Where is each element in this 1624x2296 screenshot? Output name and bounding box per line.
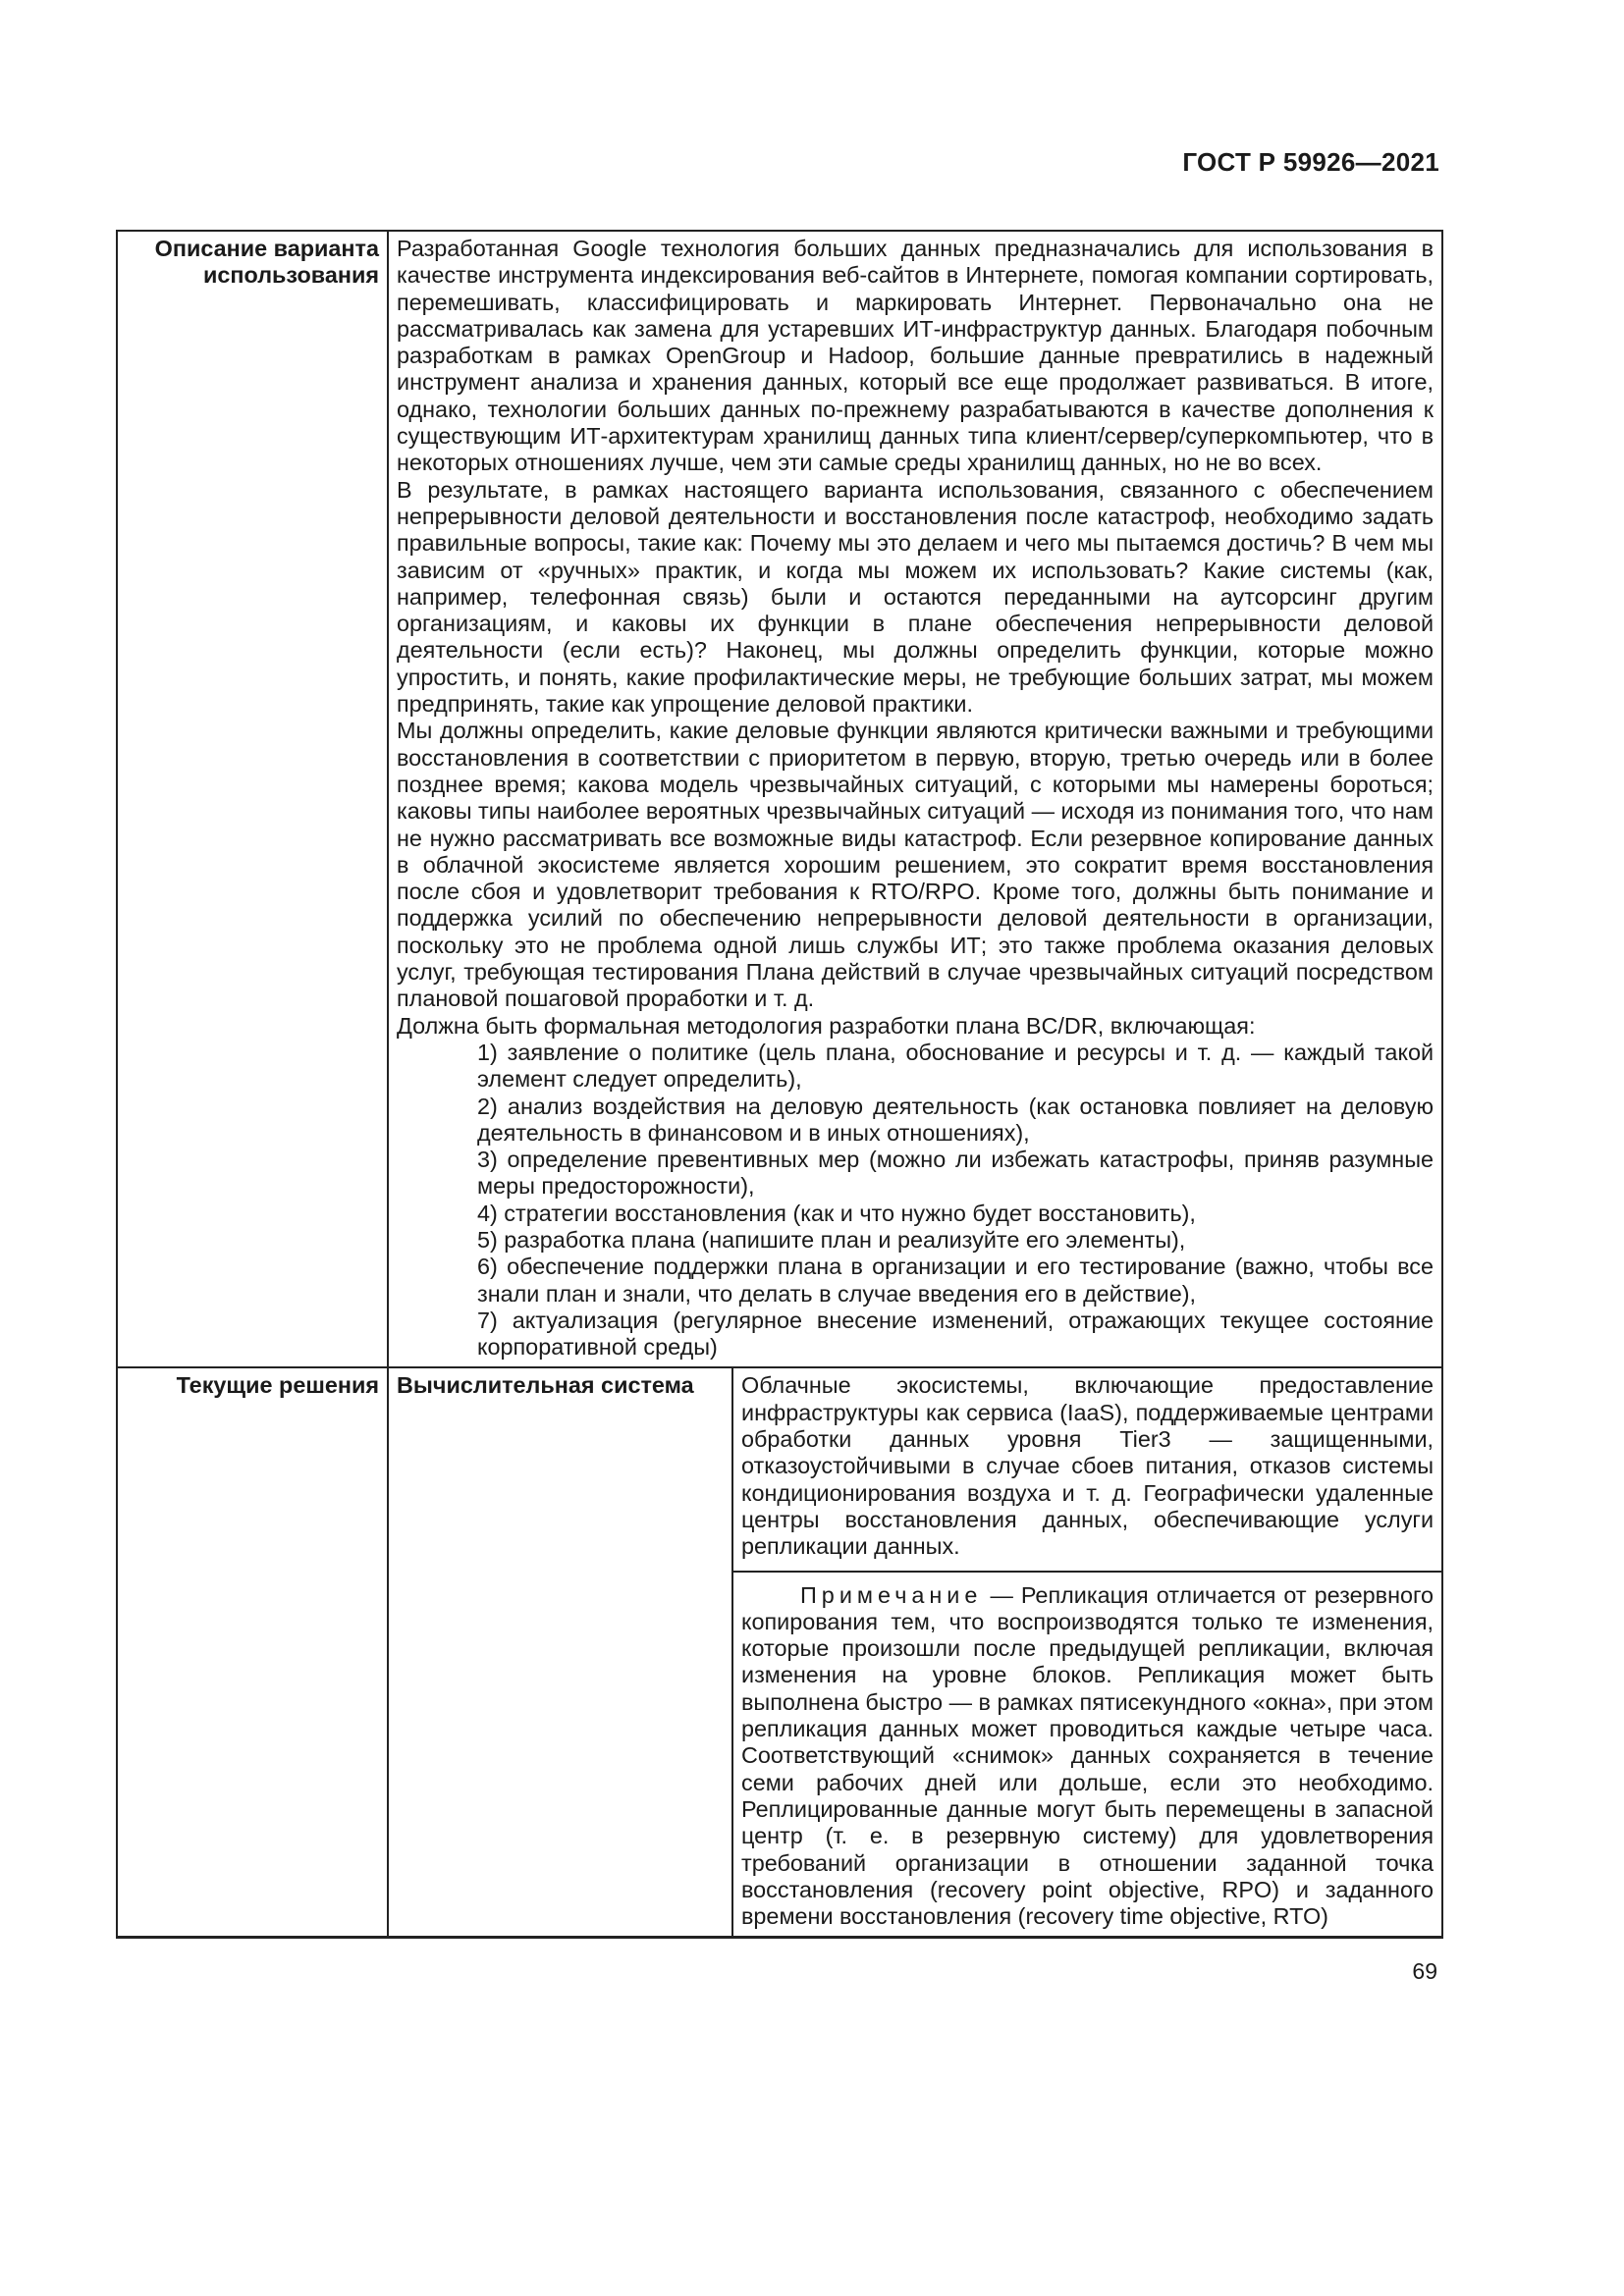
paragraph: В результате, в рамках настоящего варианта использования, связанного с обеспечением непрерывности деловой деятельности и восстановления после катастроф, необходимо задать правильные вопросы, такие как: Почему мы это делаем и чего мы пытаемся достичь? В чем мы зависим от «ручных» практик, и когда мы можем их использовать? Какие системы (как, например, телефонная связь) были и остаются переданными на аутсорсинг другим организациям, и каковы их функции в плане обеспечения непрерывности деловой деятельности (если есть)? Наконец, мы должны определить функции, которые можно упростить, и понять, какие профилактические меры, не требующие больших затрат, мы можем предпринять, такие как упрощение деловой практики. bbox=[397, 476, 1435, 718]
note-paragraph bbox=[741, 1582, 1434, 1931]
document-standard-number: ГОСТ Р 59926—2021 bbox=[1182, 147, 1439, 177]
list-item: 4) стратегии восстановления (как и что нужно будет восстановить), bbox=[477, 1200, 1196, 1226]
cell-divider bbox=[733, 1571, 1441, 1573]
note-text: — Репликация отличается от резервного копирования тем, что воспроизводятся только те изменения, которые произошли после предыдущей репликации, включая изменения на уровне блоков. Репликация может быть выполнена быстро — в рамках пятисекундного «окна», при этом репликация данных может проводиться каждые четыре часа. Соответствующий «снимок» данных сохраняется в течение семи рабочих дней или дольше, если это необходимо. Реплицированные данные могут быть перемещены в запасной центр (т. е. в резервную систему) для удовлетворения требований организации в отношении заданной точка восстановления (recovery point objective, RPO) и заданного времени восстановления (recovery time objective, RTO) bbox=[741, 1581, 1435, 1930]
compute-system-text: Облачные экосистемы, включающие предоставление инфраструктуры как сервиса (IaaS), поддерживаемые центрами обработки данных уровня Tier3 — защищенными, отказоустойчивыми в случае сбоев питания, отказов системы кондиционирования воздуха и т. д. Географически удаленные центры восстановления данных, обеспечивающие услуги репликации данных. bbox=[741, 1372, 1435, 1560]
list-item: 6) обеспечение поддержки плана в организации и его тестирование (важно, чтобы все знали план и знали, что делать в случае введения его в действие), bbox=[477, 1254, 1435, 1307]
list-item: 3) определение превентивных мер (можно ли избежать катастрофы, приняв разумные меры предосторожности), bbox=[477, 1147, 1435, 1200]
paragraph: Разработанная Google технология больших данных предназначались для использования в качестве инструмента индексирования веб-сайтов в Интернете, помогая компании сортировать, перемешивать, классифицировать и маркировать Интернет. Первоначально она не рассматривалась как замена для устаревших ИТ-инфраструктур данных. Благодаря побочным разработкам в рамках OpenGroup и Hadoop, большие данные превратились в надежный инструмент анализа и хранения данных, который все еще продолжает развиваться. В итоге, однако, технологии больших данных по-прежнему разрабатываются в качестве дополнения к существующим ИТ-архитектурам хранилищ данных типа клиент/сервер/суперкомпьютер, что в некоторых отношениях лучше, чем эти самые среды хранилищ данных, но не во всех. bbox=[397, 236, 1435, 476]
list-item: 5) разработка плана (напишите план и реализуйте его элементы), bbox=[477, 1226, 1186, 1253]
row-label-current-solutions: Текущие решения bbox=[117, 1367, 388, 1937]
row-label-use-case-description: Описание варианта использования bbox=[117, 231, 388, 1367]
list-item: 1) заявление о политике (цель плана, обоснование и ресурсы и т. д. — каждый такой элемент следует определить), bbox=[477, 1039, 1435, 1093]
list-item: 2) анализ воздействия на деловую деятельность (как остановка повлияет на деловую деятельность в финансовом и в иных отношениях), bbox=[477, 1093, 1435, 1146]
list-item: 7) актуализация (регулярное внесение изменений, отражающих текущее состояние корпоративной среды) bbox=[477, 1307, 1435, 1361]
note-label: Примечание bbox=[800, 1581, 983, 1608]
use-case-description-cell bbox=[388, 231, 1442, 1367]
table-row bbox=[117, 1367, 1442, 1937]
paragraph: Должна быть формальная методология разработки плана BC/DR, включающая: bbox=[397, 1012, 1256, 1039]
use-case-table bbox=[116, 230, 1443, 1939]
compute-system-description-cell bbox=[732, 1367, 1442, 1937]
table-row bbox=[117, 231, 1442, 1367]
page-number: 69 bbox=[1412, 1958, 1437, 1984]
paragraph: Мы должны определить, какие деловые функции являются критически важными и требующими восстановления в соответствии с приоритетом в первую, вторую, третью очередь или в более позднее время; какова модель чрезвычайных ситуаций, с которыми мы намерены бороться; каковы типы наиболее вероятных чрезвычайных ситуаций — исходя из понимания того, что нам не нужно рассматривать все возможные виды катастроф. Если резервное копирование данных в облачной экосистеме является хорошим решением, это сократит время восстановления после сбоя и удовлетворит требования к RTO/RPO. Кроме того, должны быть понимание и поддержка усилий по обеспечению непрерывности деловой деятельности в организации, поскольку это не проблема одной лишь службы ИТ; это также проблема оказания деловых услуг, требующая тестирования Плана действий в случае чрезвычайных ситуаций посредством плановой пошаговой проработки и т. д. bbox=[397, 718, 1435, 1012]
compute-system-label: Вычислительная система bbox=[388, 1367, 732, 1937]
